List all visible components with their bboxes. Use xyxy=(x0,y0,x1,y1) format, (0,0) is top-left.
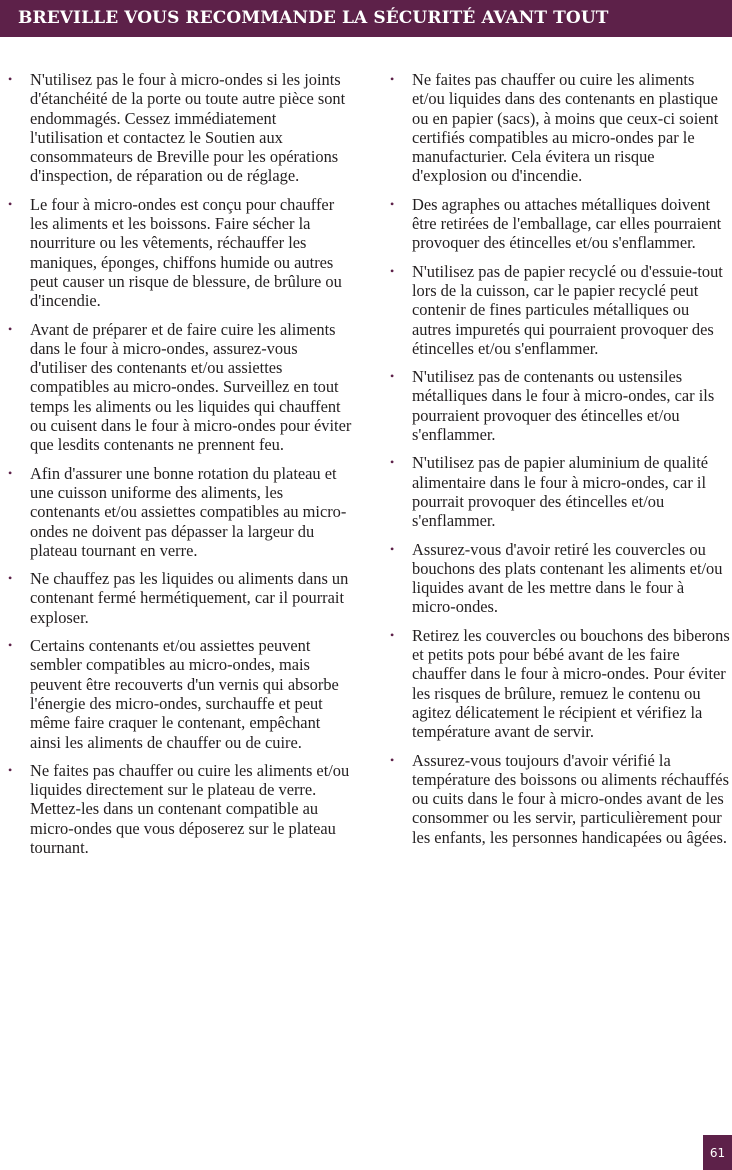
list-item: • Assurez-vous d'avoir retiré les couvercles ou bouchons des plats contenant les aliments et/ou liquides avant de les mettre dans le four à micro-ondes. xyxy=(390,539,723,617)
list-item: • Ne faites pas chauffer ou cuire les aliments et/ou liquides dans des contenants en plastique ou en papier (sacs), à moins que ceux-ci soient certifiés compatibles au micro-ondes par le manufacturier. Cela évitera un risque d'explosion ou d'incendie. xyxy=(390,70,719,186)
list-item: • N'utilisez pas de papier recyclé ou d'essuie-tout lors de la cuisson, car le papier recyclé peut contenir de fines particules métalliques ou autres impuretés qui pourraient provoquer des étincelles et/ou s'enflammer. xyxy=(390,261,723,358)
list-item: • N'utilisez pas de papier aluminium de qualité alimentaire dans le four à micro-ondes, car il pourrait provoquer des étincelles et/ou s'enflammer. xyxy=(390,453,709,531)
list-item: • Assurez-vous toujours d'avoir vérifié la température des boissons ou aliments réchauffés ou cuits dans le four à micro-ondes avant de les consommer ou les servir, particulièrement pour les enfants, les personnes handicapées ou âgées. xyxy=(390,750,729,847)
bullet-icon: • xyxy=(390,196,395,211)
list-item: • Des agraphes ou attaches métalliques doivent être retirées de l'emballage, car elles pourraient provoquer des étincelles et/ou s'enflammer. xyxy=(390,194,722,253)
list-item: • Retirez les couvercles ou bouchons des biberons et petits pots pour bébé avant de les faire chauffer dans le four à micro-ondes. Pour éviter les risques de brûlure, remuez le contenu ou agitez délicatement le récipient et vérifiez la température avant de servir. xyxy=(390,625,730,742)
safety-list-right xyxy=(390,70,730,856)
bullet-icon: • xyxy=(8,72,13,86)
section-title: BREVILLE VOUS RECOMMANDE LA SÉCURITÉ AVANT TOUT xyxy=(18,8,609,28)
bullet-icon: • xyxy=(390,369,395,384)
section-header xyxy=(0,0,732,37)
list-item: • Le four à micro-ondes est conçu pour chauffer les aliments et les boissons. Faire sécher la nourriture ou les vêtements, réchauffer les maniques, éponges, chiffons humide ou autres peut causer un risque de blessure, de brûlure ou d'incendie. xyxy=(8,194,342,311)
bullet-icon: • xyxy=(8,571,13,586)
list-item: • N'utilisez pas le four à micro-ondes si les joints d'étanchéité de la porte ou toute autre pièce sont endommagés. Cessez immédiatement l'utilisation et contactez le Soutien aux consommateurs de Breville pour les opérations d'inspection, de réparation ou de réglage. xyxy=(8,70,346,186)
page-number: 61 xyxy=(703,1135,732,1170)
bullet-icon: • xyxy=(390,752,395,767)
safety-list-left xyxy=(8,70,352,866)
bullet-icon: • xyxy=(8,638,13,653)
bullet-icon: • xyxy=(390,455,395,470)
list-item: • Ne faites pas chauffer ou cuire les aliments et/ou liquides directement sur le plateau de verre. Mettez-les dans un contenant compatible au micro-ondes que vous déposerez sur le plateau tournant. xyxy=(8,760,350,857)
bullet-icon: • xyxy=(8,762,13,777)
list-item: • Ne chauffez pas les liquides ou aliments dans un contenant fermé hermétiquement, car il pourrait exploser. xyxy=(8,569,349,627)
list-item: • Avant de préparer et de faire cuire les aliments dans le four à micro-ondes, assurez-vous d'utiliser des contenants et/ou assiettes compatibles au micro-ondes. Surveillez en tout temps les aliments ou les liquides qui chauffent ou cuisent dans le four à micro-ondes pour éviter que lesdits contenants ne prennent feu. xyxy=(8,319,352,455)
list-item: • N'utilisez pas de contenants ou ustensiles métalliques dans le four à micro-ondes, car ils pourraient provoquer des étincelles et/ou s'enflammer. xyxy=(390,367,715,445)
bullet-icon: • xyxy=(8,196,13,211)
bullet-icon: • xyxy=(390,627,395,642)
bullet-icon: • xyxy=(8,321,13,336)
list-item: • Certains contenants et/ou assiettes peuvent sembler compatibles au micro-ondes, mais peuvent être recouverts d'un vernis qui absorbe l'énergie des micro-ondes, surchauffe et peut même faire craquer le contenant, empêchant ainsi les aliments de chauffer ou de cuire. xyxy=(8,636,339,752)
bullet-icon: • xyxy=(8,465,13,480)
list-item: • Afin d'assurer une bonne rotation du plateau et une cuisson uniforme des aliments, les contenants et/ou assiettes compatibles au micro-ondes ne doivent pas dépasser la largeur du plateau tournant en verre. xyxy=(8,463,347,560)
bullet-icon: • xyxy=(390,72,395,86)
bullet-icon: • xyxy=(390,263,395,278)
bullet-icon: • xyxy=(390,541,395,556)
